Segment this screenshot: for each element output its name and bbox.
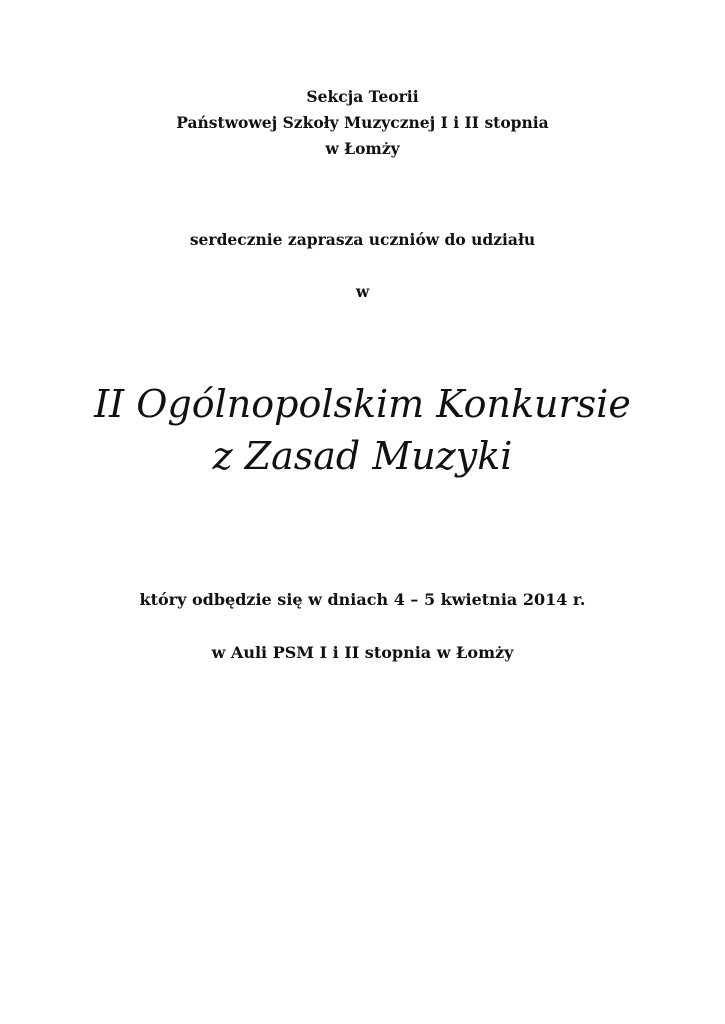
school-name: Państwowej Szkoły Muzycznej I i II stopnia — [176, 113, 549, 132]
event-venue: w Auli PSM I i II stopnia w Łomży — [211, 643, 514, 662]
invitation-text: serdecznie zaprasza uczniów do udziału — [189, 230, 536, 249]
event-date: który odbędzie się w dniach 4 – 5 kwietnia 2014 r. — [139, 590, 586, 609]
competition-title-line1: II Ogólnopolskim Konkursie — [94, 382, 631, 426]
competition-title-line2: z Zasad Muzyki — [212, 434, 513, 478]
section-name: Sekcja Teorii — [306, 87, 419, 106]
school-city: w Łomży — [325, 139, 400, 158]
invitation-connector: w — [355, 282, 370, 301]
